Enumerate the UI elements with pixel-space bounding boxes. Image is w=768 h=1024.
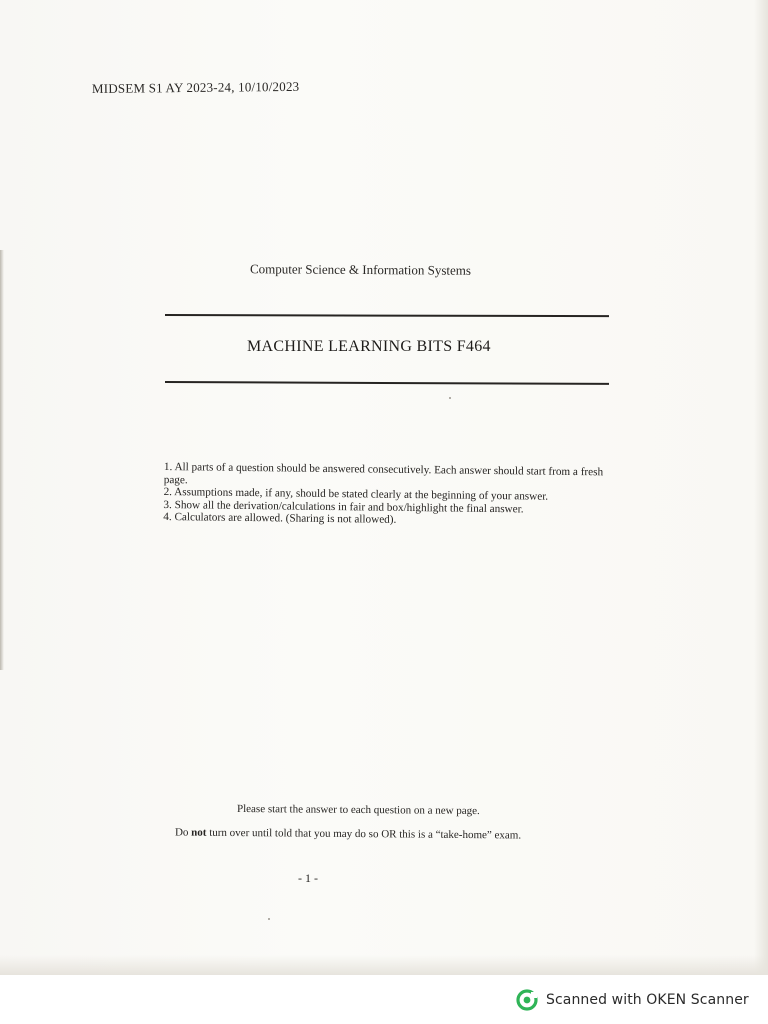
- paper-bottom-shadow: [0, 955, 768, 975]
- scanner-label: Scanned with OKEN Scanner: [546, 992, 749, 1008]
- turn-over-note: [175, 826, 521, 841]
- instruction-item: 3. Show all the derivation/calculations in fair and box/highlight the final answer.: [163, 498, 524, 515]
- department-name: Computer Science & Information Systems: [249, 261, 472, 278]
- answer-page-note: Please start the answer to each question on a new page.: [236, 802, 480, 818]
- turn-over-note-bold: not: [191, 826, 207, 839]
- instruction-item: 1. All parts of a question should be answered consecutively. Each answer should start from a fresh page.: [163, 461, 604, 486]
- instruction-item: 2. Assumptions made, if any, should be stated clearly at the beginning of your answer.: [163, 485, 549, 503]
- title-rule-top: [165, 314, 609, 317]
- scan-speck: [449, 397, 451, 399]
- paper-right-edge: [754, 0, 768, 975]
- paper-left-edge: [0, 250, 4, 670]
- scanner-watermark: [516, 989, 749, 1011]
- title-rule-bottom: [165, 381, 609, 384]
- instruction-item: 4. Calculators are allowed. (Sharing is not allowed).: [163, 510, 397, 526]
- oken-scanner-logo-icon: [516, 989, 538, 1011]
- exam-header: MIDSEM S1 AY 2023-24, 10/10/2023: [91, 78, 300, 96]
- instructions-list: [163, 461, 609, 529]
- turn-over-note-post: turn over until told that you may do so OR this is a “take-home” exam.: [206, 826, 522, 842]
- course-title: MACHINE LEARNING BITS F464: [247, 338, 491, 355]
- scan-speck: [268, 918, 270, 920]
- turn-over-note-pre: Do: [174, 826, 192, 839]
- page-number: - 1 -: [298, 871, 318, 885]
